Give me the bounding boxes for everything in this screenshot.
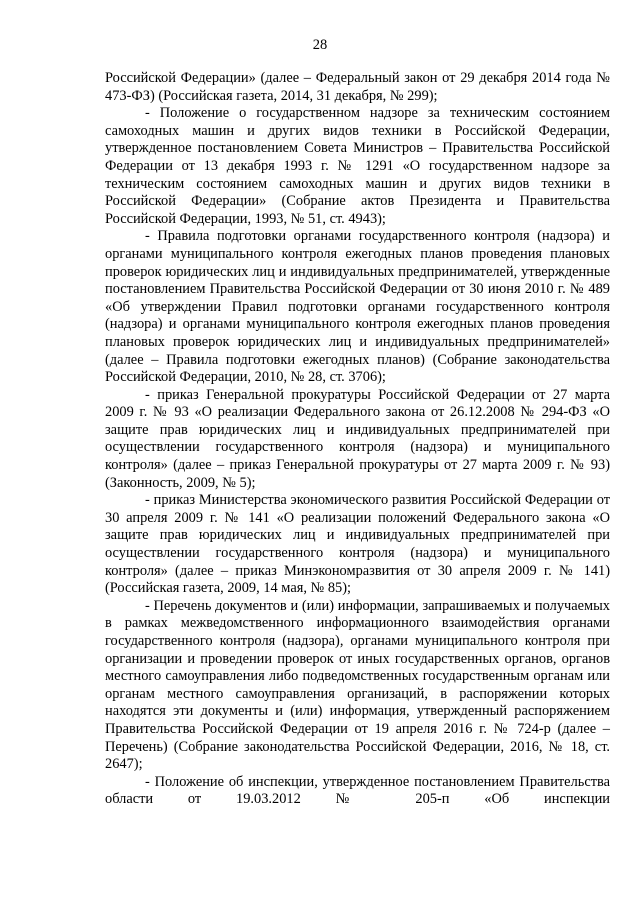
paragraph-annual-plans-rules: - Правила подготовки органами государственного контроля (надзора) и органами муниципального контроля ежегодных планов проведения плановых проверок юридических лиц и индивидуальных предпринимателей, утвержденные постановлением Правительства Российской Федерации от 30 июня 2010 г. № 489 «Об утверждении Правил подготовки органами государственного контроля (надзора) и органами муниципального контроля ежегодных планов проведения плановых проверок юридических лиц и индивидуальных предпринимателей» (далее – Правила подготовки ежегодных планов) (Собрание законодательства Российской Федерации, 2010, № 28, ст. 3706); [105, 228, 610, 386]
paragraph-prosecutor-order-93: - приказ Генеральной прокуратуры Российской Федерации от 27 марта 2009 г. № 93 «О реализации Федерального закона от 26.12.2008 № 294-ФЗ «О защите прав юридических лиц и индивидуальных предпринимателей при осуществлении государственного контроля (надзора) и муниципального контроля» (далее – приказ Генеральной прокуратуры от 27 марта 2009 г. № 93) (Законность, 2009, № 5); [105, 386, 610, 491]
document-body [105, 70, 610, 809]
paragraph-economy-ministry-order-141: - приказ Министерства экономического развития Российской Федерации от 30 апреля 2009 г. № 141 «О реализации положений Федерального закона «О защите прав юридических лиц и индивидуальных предпринимателей при осуществлении государственного контроля (надзора) и муниципального контроля» (далее – приказ Минэкономразвития от 30 апреля 2009 г. № 141) (Российская газета, 2009, 14 мая, № 85); [105, 492, 610, 597]
page-number: 28 [312, 37, 328, 53]
paragraph-documents-list-724r: - Перечень документов и (или) информации, запрашиваемых и получаемых в рамках межведомственного информационного взаимодействия органами государственного контроля (надзора), органами муниципального контроля при организации и проведении проверок от иных государственных органов, органов местного самоуправления либо подведомственных государственным органам или органам местного самоуправления организаций, в распоряжении которых находятся эти документы и (или) информация, утвержденный распоряжением Правительства Российской Федерации от 19 апреля 2016 г. № 724-р (далее – Перечень) (Собрание законодательства Российской Федерации, 2016, № 18, ст. 2647); [105, 597, 610, 773]
paragraph-law-473-continuation: Российской Федерации» (далее – Федеральный закон от 29 декабря 2014 года № 473-ФЗ) (Российская газета, 2014, 31 декабря, № 299); [105, 70, 610, 104]
paragraph-regulation-self-propelled-machines: - Положение о государственном надзоре за техническим состоянием самоходных машин и других видов техники в Российской Федерации, утвержденное постановлением Совета Министров – Правительства Российской Федерации от 13 декабря 1993 г. № 1291 «О государственном надзоре за техническим состоянием самоходных машин и других видов техники в Российской Федерации» (Собрание актов Президента и Правительства Российской Федерации, 1993, № 51, ст. 4943); [105, 105, 610, 227]
paragraph-inspection-regulation: - Положение об инспекции, утвержденное постановлением Правительства области от 19.03.2012 № 205-п «Об инспекции [105, 773, 610, 808]
